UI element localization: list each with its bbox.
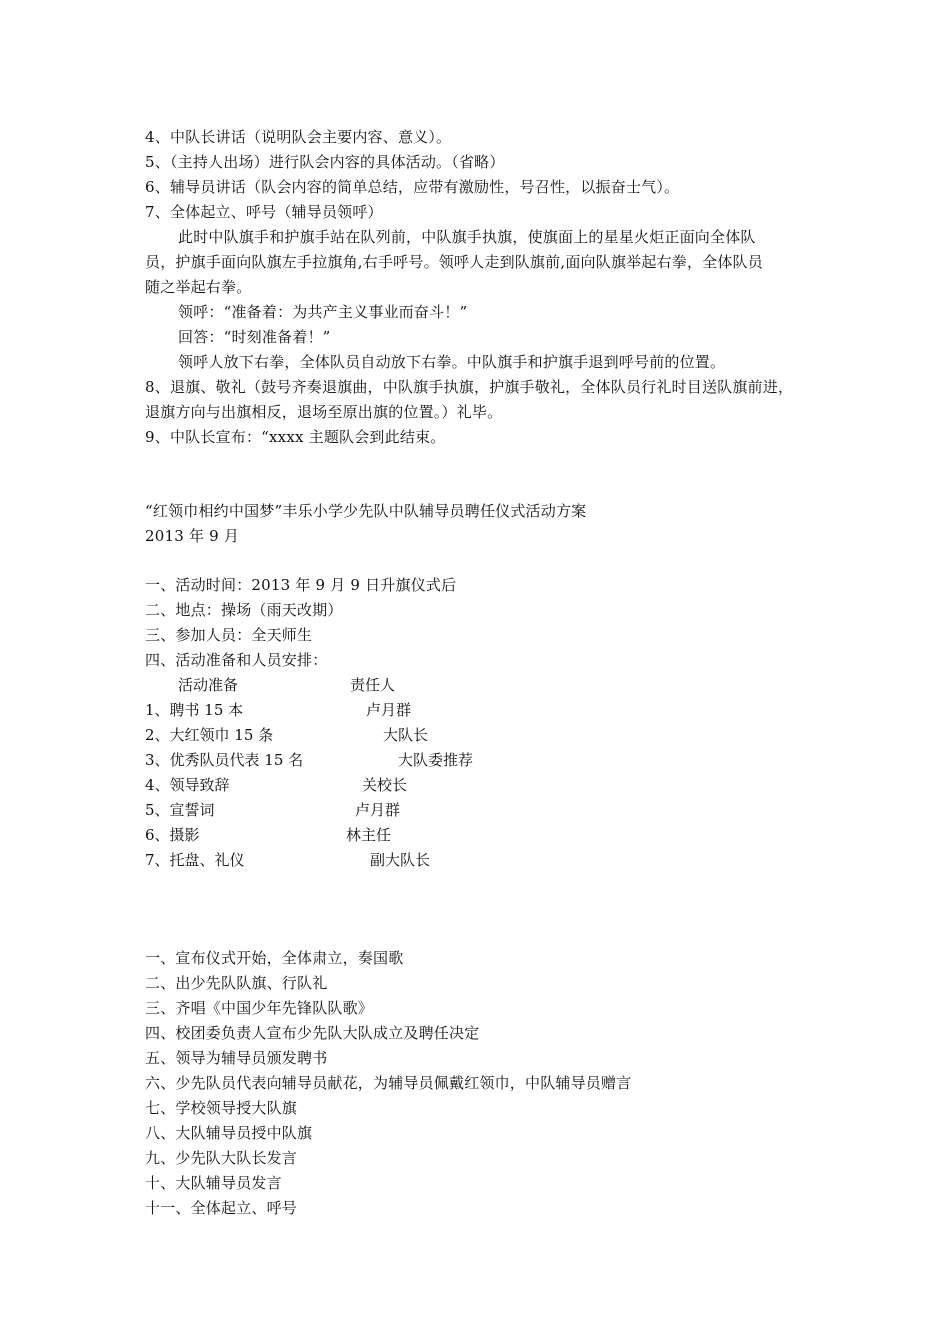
item-6-line: 6、辅导员讲话（队会内容的简单总结，应带有激励性，号召性，以振奋士气）。	[145, 178, 680, 196]
item-8-line: 8、退旗、敬礼（鼓号齐奏退旗曲，中队旗手执旗，护旗手敬礼，全体队员行礼时目送队旗前进，	[145, 378, 794, 396]
info-line: 三、参加人员：全天师生	[145, 626, 313, 644]
plan-date: 2013 年 9 月	[145, 527, 240, 545]
prep-row-item: 2、大红领巾 15 条	[145, 726, 274, 744]
prep-row-item: 6、摄影	[145, 826, 200, 844]
prep-row-owner: 卢月群	[366, 701, 412, 719]
prep-row-owner: 林主任	[346, 826, 392, 844]
paragraph-line: 此时中队旗手和护旗手站在队列前，中队旗手执旗，使旗面上的星星火炬正面向全体队	[178, 228, 756, 246]
step-line: 五、领导为辅导员颁发聘书	[145, 1049, 328, 1067]
step-line: 三、齐唱《中国少年先锋队队歌》	[145, 999, 374, 1017]
plan-title: “红领巾相约中国梦”丰乐小学少先队中队辅导员聘任仪式活动方案	[145, 502, 587, 520]
prep-row-item: 4、领导致辞	[145, 776, 230, 794]
item-9-line: 9、中队长宣布：“xxxx 主题队会到此结束。	[145, 428, 446, 446]
step-line: 一、宣布仪式开始，全体肃立，奏国歌	[145, 949, 404, 967]
prep-row-item: 7、托盘、礼仪	[145, 851, 245, 869]
step-line: 七、学校领导授大队旗	[145, 1099, 298, 1117]
step-line: 二、出少先队队旗、行队礼	[145, 974, 328, 992]
item-5-line: 5、（主持人出场）进行队会内容的具体活动。（省略）	[145, 153, 505, 171]
prep-row-owner: 大队委推荐	[398, 751, 474, 769]
info-line: 一、活动时间：2013 年 9 月 9 日升旗仪式后	[145, 576, 457, 594]
item-7-line: 7、全体起立、呼号（辅导员领呼）	[145, 203, 383, 221]
step-line: 四、校团委负责人宣布少先队大队成立及聘任决定	[145, 1024, 480, 1042]
answer-line: 回答：“时刻准备着！”	[178, 328, 331, 346]
step-line: 六、少先队员代表向辅导员献花，为辅导员佩戴红领巾，中队辅导员赠言	[145, 1074, 632, 1092]
prep-header-item: 活动准备	[178, 676, 239, 694]
prep-row-owner: 卢月群	[355, 801, 401, 819]
prep-header-owner: 责任人	[350, 676, 396, 694]
prep-row-item: 3、优秀队员代表 15 名	[145, 751, 304, 769]
prep-row-owner: 大队长	[383, 726, 429, 744]
prep-row-item: 5、宣誓词	[145, 801, 215, 819]
step-line: 十一、全体起立、呼号	[145, 1199, 298, 1217]
prep-row-item: 1、聘书 15 本	[145, 701, 244, 719]
prep-row-owner: 关校长	[362, 776, 408, 794]
step-line: 十、大队辅导员发言	[145, 1174, 282, 1192]
call-line: 领呼：“准备着：为共产主义事业而奋斗！”	[178, 303, 468, 321]
info-line: 四、活动准备和人员安排：	[145, 651, 328, 669]
after-line: 领呼人放下右拳，全体队员自动放下右拳。中队旗手和护旗手退到呼号前的位置。	[178, 353, 726, 371]
step-line: 八、大队辅导员授中队旗	[145, 1124, 313, 1142]
step-line: 九、少先队大队长发言	[145, 1149, 298, 1167]
prep-row-owner: 副大队长	[370, 851, 431, 869]
info-line: 二、地点：操场（雨天改期）	[145, 601, 343, 619]
paragraph-line: 随之举起右拳。	[145, 278, 252, 296]
item-8-line-cont: 退旗方向与出旗相反，退场至原出旗的位置。）礼毕。	[145, 403, 503, 421]
paragraph-line: 员，护旗手面向队旗左手拉旗角,右手呼号。领呼人走到队旗前,面向队旗举起右拳，全体队员	[145, 253, 763, 271]
item-4-line: 4、中队长讲话（说明队会主要内容、意义）。	[145, 128, 452, 146]
